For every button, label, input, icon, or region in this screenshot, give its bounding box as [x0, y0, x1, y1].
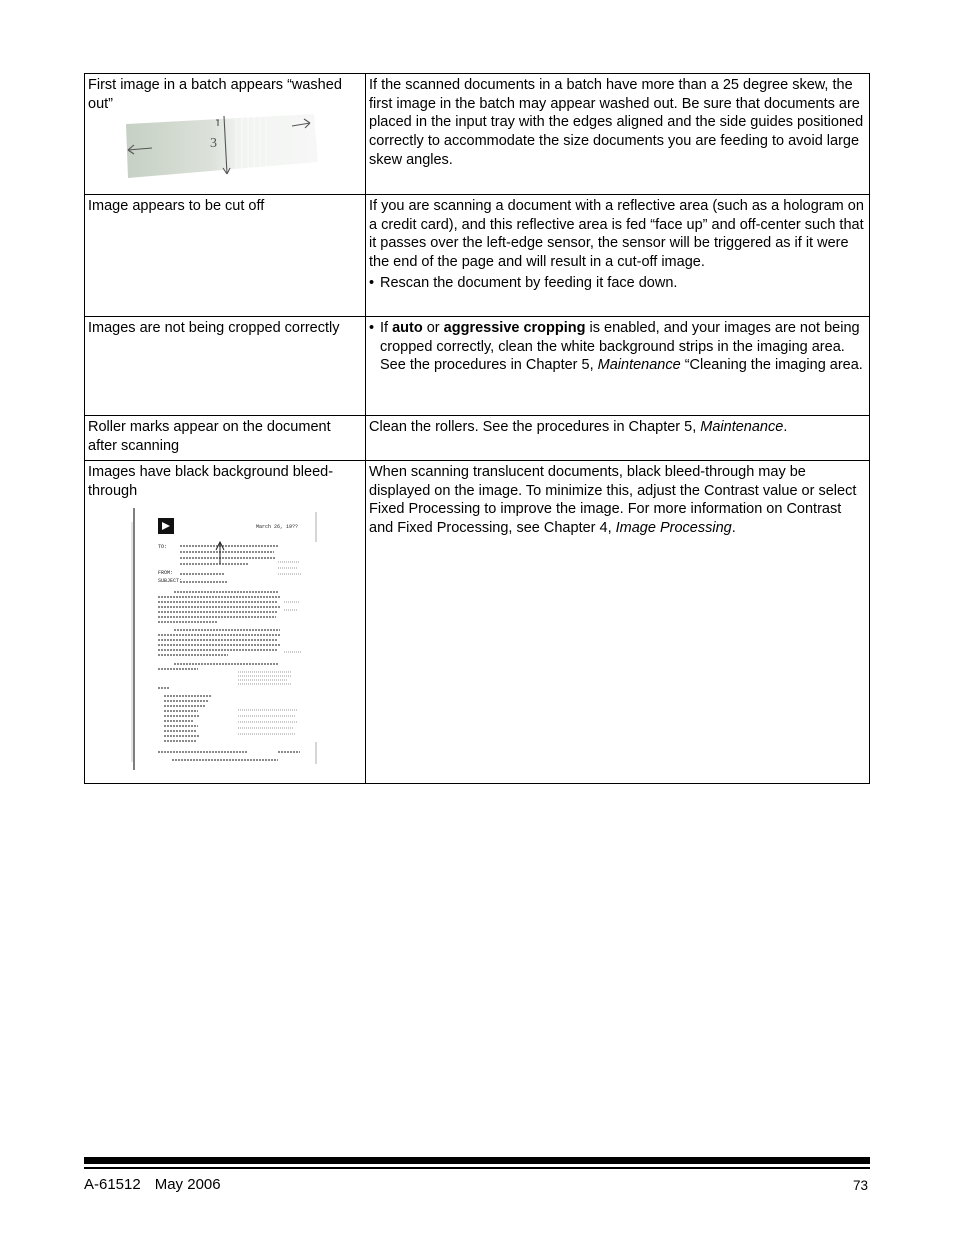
solution-cell	[366, 74, 870, 195]
doc-date: May 2006	[154, 1176, 221, 1193]
troubleshooting-table	[84, 73, 870, 784]
solution-cell	[366, 317, 870, 416]
or-text: or	[426, 320, 440, 336]
maintenance-ref: Maintenance	[597, 357, 681, 374]
solution-pre: Clean the rollers. See the procedures in Chapter 5,	[369, 419, 697, 435]
problem-text: Images have black background bleed-through	[88, 464, 334, 499]
cropping-text: is enabled, and your images are not being cropped correctly, clean the white background strips in the imaging area.	[380, 320, 860, 355]
solution-post: .	[731, 520, 736, 537]
footer-rule-thin	[84, 1167, 870, 1169]
solution-text	[369, 463, 865, 538]
problem-cell	[85, 74, 366, 195]
solution-post: .	[783, 419, 788, 435]
washed-out-scan-image	[124, 114, 318, 180]
memo-date: March 26, 19??	[256, 524, 299, 531]
footer-doc-info	[84, 1176, 221, 1193]
memo-subject-label: SUBJECT:	[158, 578, 183, 585]
problem-cell	[85, 416, 366, 461]
bleed-through-scan-image	[128, 502, 318, 774]
problem-cell	[85, 317, 366, 416]
solution-pre: When scanning translucent documents, black bleed-through may be displayed on the image. To minimize this, adjust the Contrast value or select Fixed Processing to improve the image. For more information on Contrast and Fixed Processing, see Chapter 4,	[369, 464, 857, 537]
problem-text: Images are not being cropped correctly	[88, 320, 340, 336]
memo-from-label: FROM:	[158, 570, 174, 577]
memo-to-label: TO:	[158, 544, 168, 551]
bullet-text	[380, 319, 865, 356]
solution-text	[369, 418, 865, 437]
bullet-item	[369, 319, 865, 356]
table-row	[85, 317, 870, 416]
aggressive-cropping-term: aggressive cropping	[443, 320, 586, 336]
table-row	[85, 74, 870, 195]
see-procedures-text	[369, 356, 865, 375]
problem-text: Image appears to be cut off	[88, 198, 265, 214]
table-row	[85, 461, 870, 784]
page-number: 73	[852, 1178, 868, 1193]
footer-rule-thick	[84, 1157, 870, 1164]
image-processing-ref: Image Processing	[615, 520, 732, 537]
bullet-dot: •	[369, 320, 375, 336]
bullet-dot: •	[369, 274, 375, 291]
if-text: If	[380, 320, 389, 336]
solution-text: If the scanned documents in a batch have more than a 25 degree skew, the first image in the batch may appear washed out. Be sure that documents are placed in the input tray with the edges aligned and the side guides positioned correctly to accommodate the size documents you are feeding to avoid large skew angles.	[369, 77, 864, 168]
problem-text: First image in a batch appears “washed out”	[88, 77, 342, 112]
table-row	[85, 195, 870, 317]
doc-number: A-61512	[84, 1176, 141, 1193]
see-post: “Cleaning the imaging area.	[684, 357, 863, 374]
problem-text: Roller marks appear on the document after scanning	[88, 419, 331, 454]
auto-term: auto	[392, 320, 423, 336]
solution-cell	[366, 461, 870, 784]
bullet-item	[369, 274, 865, 293]
see-pre: See the procedures in Chapter 5,	[380, 357, 594, 374]
problem-cell	[85, 461, 366, 784]
washed-out-image-label: 3	[210, 136, 217, 152]
maintenance-ref: Maintenance	[700, 419, 784, 435]
solution-cell	[366, 416, 870, 461]
table-row	[85, 416, 870, 461]
solution-cell	[366, 195, 870, 317]
bullet-text: Rescan the document by feeding it face down.	[380, 274, 678, 291]
solution-text: If you are scanning a document with a reflective area (such as a hologram on a credit card), and this reflective area is fed “face up” and off-center such that it passes over the left-edge sensor, the sensor will be triggered as if it were the end of the page and will result in a cut-off image.	[369, 198, 864, 271]
problem-cell	[85, 195, 366, 317]
